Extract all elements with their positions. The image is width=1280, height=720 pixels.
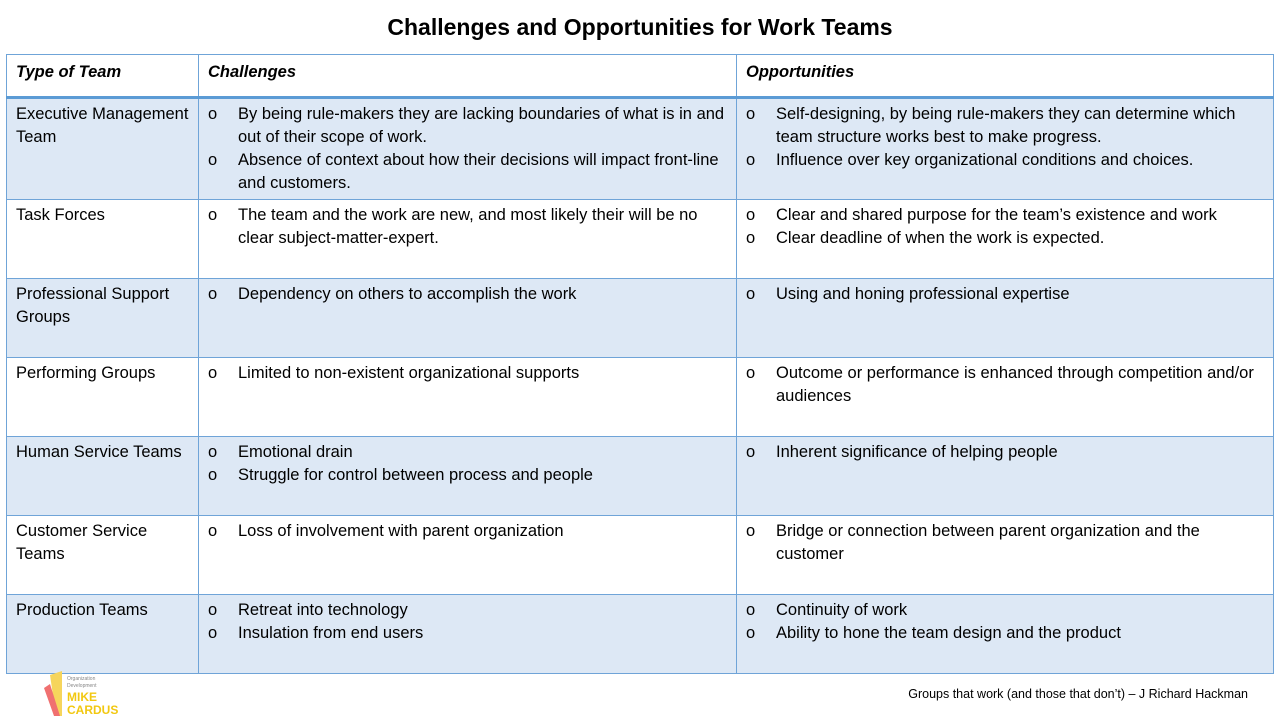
challenge-item: o By being rule-makers they are lacking boundaries of what is in and out of their scope of work.	[208, 103, 727, 149]
table-row	[7, 279, 1274, 358]
team-type: Performing Groups	[7, 358, 199, 437]
teams-table	[6, 54, 1274, 674]
challenge-item: o Limited to non-existent organizational supports	[208, 362, 727, 385]
opportunities-cell	[737, 358, 1274, 437]
header-row	[7, 55, 1274, 98]
svg-text:Development: Development	[67, 683, 97, 689]
svg-text:CARDUS: CARDUS	[67, 703, 119, 717]
table-row	[7, 595, 1274, 674]
opportunities-cell	[737, 437, 1274, 516]
challenges-cell	[199, 595, 737, 674]
challenges-cell	[199, 279, 737, 358]
page-title: Challenges and Opportunities for Work Teams	[387, 14, 893, 40]
challenges-cell	[199, 98, 737, 200]
header-type: Type of Team	[7, 55, 199, 98]
challenges-cell	[199, 516, 737, 595]
opportunitie-item: o Outcome or performance is enhanced through competition and/or audiences	[746, 362, 1264, 408]
team-type: Production Teams	[7, 595, 199, 674]
opportunitie-item: o Bridge or connection between parent organization and the customer	[746, 520, 1264, 566]
citation: Groups that work (and those that don’t) – J Richard Hackman	[908, 687, 1248, 701]
opportunitie-item: o Using and honing professional expertise	[746, 283, 1264, 306]
table-row	[7, 200, 1274, 279]
challenge-item: o Emotional drain	[208, 441, 727, 464]
team-type: Professional Support Groups	[7, 279, 199, 358]
team-type: Human Service Teams	[7, 437, 199, 516]
opportunitie-item: o Clear and shared purpose for the team’s existence and work	[746, 204, 1264, 227]
header-opportunities: Opportunities	[737, 55, 1274, 98]
table-row	[7, 437, 1274, 516]
opportunitie-item: o Continuity of work	[746, 599, 1264, 622]
svg-text:MIKE: MIKE	[67, 690, 97, 704]
challenge-item: o The team and the work are new, and most likely their will be no clear subject-matter-expert.	[208, 204, 727, 250]
opportunities-cell	[737, 516, 1274, 595]
header-challenges: Challenges	[199, 55, 737, 98]
opportunitie-item: o Influence over key organizational conditions and choices.	[746, 149, 1264, 172]
team-type: Executive Management Team	[7, 98, 199, 200]
table-row	[7, 98, 1274, 200]
challenge-item: o Absence of context about how their decisions will impact front-line and customers.	[208, 149, 727, 195]
opportunities-cell	[737, 279, 1274, 358]
challenge-item: o Loss of involvement with parent organization	[208, 520, 727, 543]
challenges-cell	[199, 358, 737, 437]
challenges-cell	[199, 437, 737, 516]
opportunitie-item: o Self-designing, by being rule-makers they can determine which team structure works best to make progress.	[746, 103, 1264, 149]
mike-cardus-logo	[40, 670, 130, 718]
challenge-item: o Insulation from end users	[208, 622, 727, 645]
svg-text:Organization: Organization	[67, 676, 96, 682]
opportunities-cell	[737, 200, 1274, 279]
table-row	[7, 516, 1274, 595]
challenges-cell	[199, 200, 737, 279]
opportunitie-item: o Ability to hone the team design and the product	[746, 622, 1264, 645]
team-type: Task Forces	[7, 200, 199, 279]
opportunitie-item: o Clear deadline of when the work is expected.	[746, 227, 1264, 250]
opportunities-cell	[737, 98, 1274, 200]
opportunities-cell	[737, 595, 1274, 674]
challenge-item: o Retreat into technology	[208, 599, 727, 622]
team-type: Customer Service Teams	[7, 516, 199, 595]
challenge-item: o Dependency on others to accomplish the work	[208, 283, 727, 306]
challenge-item: o Struggle for control between process and people	[208, 464, 727, 487]
table-row	[7, 358, 1274, 437]
opportunitie-item: o Inherent significance of helping people	[746, 441, 1264, 464]
